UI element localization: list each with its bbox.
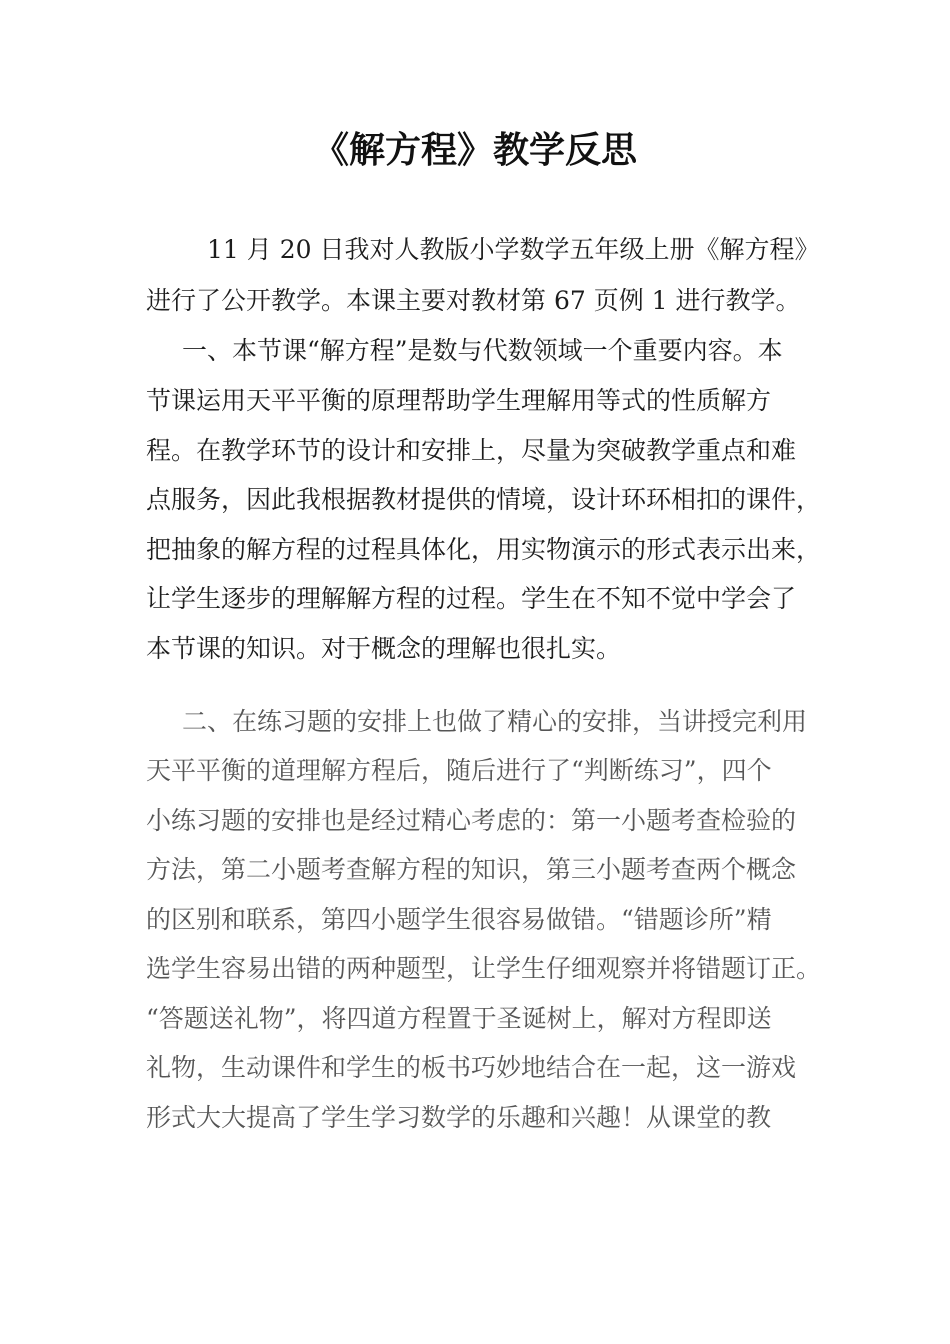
document-title: 《解方程》教学反思	[312, 129, 637, 171]
paragraph-line: 天平平衡的道理解方程后，随后进行了“判断练习”，四个	[146, 756, 772, 785]
paragraph-line: 让学生逐步的理解解方程的过程。学生在不知不觉中学会了	[146, 584, 797, 613]
paragraph-line: 方法，第二小题考查解方程的知识，第三小题考查两个概念	[146, 855, 797, 884]
paragraph-line: 的区别和联系，第四小题学生很容易做错。“错题诊所”精	[146, 905, 772, 934]
paragraph-line: 点服务，因此我根据教材提供的情境，设计环环相扣的课件，	[146, 485, 822, 514]
paragraph-line: 选学生容易出错的两种题型，让学生仔细观察并将错题订正。	[146, 954, 822, 983]
paragraph-line: 进行了公开教学。本课主要对教材第 67 页例 1 进行教学。	[146, 286, 801, 315]
paragraph-line: 二、在练习题的安排上也做了精心的安排，当讲授完利用	[182, 707, 808, 736]
paragraph-line: 小练习题的安排也是经过精心考虑的：第一小题考查检验的	[146, 806, 797, 835]
paragraph-line: 本节课的知识。对于概念的理解也很扎实。	[146, 634, 622, 663]
paragraph-line: 礼物，生动课件和学生的板书巧妙地结合在一起，这一游戏	[146, 1053, 797, 1082]
paragraph-line: 一、本节课“解方程”是数与代数领域一个重要内容。本	[182, 336, 783, 365]
paragraph-line: 节课运用天平平衡的原理帮助学生理解用等式的性质解方	[146, 386, 772, 415]
paragraph-line: 程。在教学环节的设计和安排上，尽量为突破教学重点和难	[146, 436, 797, 465]
paragraph-line: “答题送礼物”，将四道方程置于圣诞树上，解对方程即送	[146, 1004, 772, 1033]
paragraph-line: 形式大大提高了学生学习数学的乐趣和兴趣！从课堂的教	[146, 1103, 772, 1132]
paragraph-line: 把抽象的解方程的过程具体化，用实物演示的形式表示出来，	[146, 535, 822, 564]
paragraph-line: 11 月 20 日我对人教版小学数学五年级上册《解方程》	[207, 235, 820, 264]
